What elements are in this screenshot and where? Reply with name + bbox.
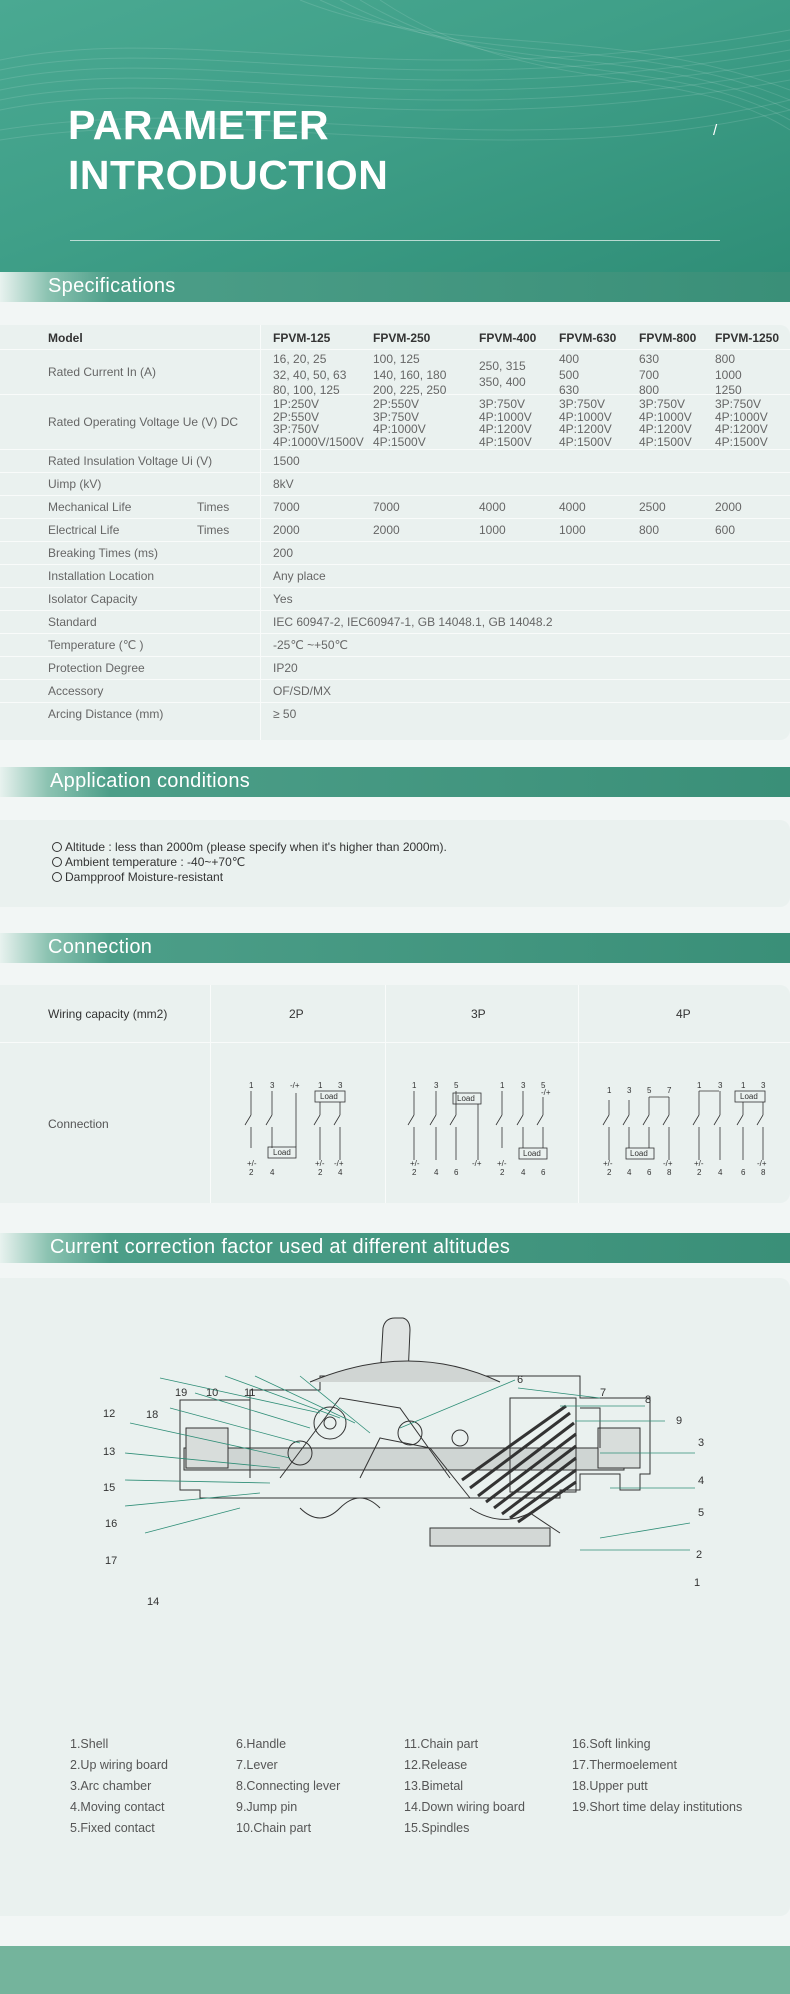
hero-slash: /: [713, 122, 718, 139]
table-cell: Yes: [273, 592, 293, 606]
list-item-text: Altitude : less than 2000m (please specify when it's higher than 2000m).: [65, 840, 447, 854]
col-header-model: Model: [48, 331, 83, 345]
svg-text:-/+: -/+: [663, 1159, 673, 1168]
breaker-diagram-card: [0, 1278, 790, 1916]
callout-8: 8: [645, 1394, 652, 1406]
legend-column-2: [236, 1734, 340, 1839]
callout-6: 6: [517, 1374, 524, 1386]
table-row: [0, 657, 790, 680]
svg-text:Load: Load: [630, 1149, 648, 1158]
legend-item: 2.Up wiring board: [70, 1758, 168, 1772]
svg-text:Load: Load: [457, 1094, 475, 1103]
svg-text:3: 3: [434, 1081, 439, 1090]
row-label: Rated Operating Voltage Ue (V) DC: [48, 415, 239, 429]
table-row: [0, 395, 790, 450]
table-cell: 3P:750V 4P:1000V 4P:1200V 4P:1500V: [479, 397, 532, 449]
col-header: FPVM-1250: [715, 331, 780, 345]
svg-text:5: 5: [647, 1086, 652, 1095]
table-row: [0, 565, 790, 588]
table-cell: 1000: [479, 523, 506, 537]
breaker-outline: [180, 1318, 650, 1546]
legend-item: 14.Down wiring board: [404, 1800, 525, 1814]
connection-row-label: Connection: [48, 1117, 109, 1131]
table-cell: 4000: [559, 500, 586, 514]
col-header: FPVM-125: [273, 331, 331, 345]
legend-column-1: [70, 1734, 168, 1839]
wiring-diagrams: [0, 985, 790, 1203]
legend-item: 12.Release: [404, 1758, 468, 1772]
legend-column-4: [572, 1734, 742, 1818]
svg-text:2: 2: [318, 1168, 323, 1177]
table-row: [0, 473, 790, 496]
circle-bullet-icon: [52, 842, 62, 852]
table-row: [0, 588, 790, 611]
wiring-3p: [408, 1081, 551, 1177]
section-header-altitude: [0, 1233, 790, 1263]
legend-item: 1.Shell: [70, 1737, 109, 1751]
svg-text:1: 1: [500, 1081, 505, 1090]
legend-column-3: [404, 1734, 525, 1839]
svg-text:3: 3: [521, 1081, 526, 1090]
table-cell: 2000: [273, 523, 300, 537]
table-cell: IEC 60947-2, IEC60947-1, GB 14048.1, GB 14048.2: [273, 615, 553, 629]
svg-text:1: 1: [741, 1081, 746, 1090]
svg-text:4: 4: [521, 1168, 526, 1177]
section-header-connection: [0, 933, 790, 963]
spec-table: [0, 325, 790, 740]
callout-11: 11: [244, 1387, 256, 1399]
section-title: Specifications: [48, 275, 176, 297]
callout-10: 10: [206, 1387, 219, 1399]
svg-text:+/-: +/-: [410, 1159, 420, 1168]
section-header-specifications: [0, 272, 790, 302]
table-cell: OF/SD/MX: [273, 684, 332, 698]
wiring-2p: [245, 1081, 345, 1177]
svg-text:+/-: +/-: [247, 1159, 257, 1168]
col-header: FPVM-250: [373, 331, 431, 345]
callout-14: 14: [147, 1596, 160, 1608]
circle-bullet-icon: [52, 857, 62, 867]
svg-text:3: 3: [270, 1081, 275, 1090]
svg-text:2: 2: [500, 1168, 505, 1177]
table-row: [0, 519, 790, 542]
svg-text:+/-: +/-: [603, 1159, 613, 1168]
section-title: Application conditions: [50, 770, 251, 792]
legend-item: 19.Short time delay institutions: [572, 1800, 743, 1814]
circle-bullet-icon: [52, 872, 62, 882]
svg-text:Load: Load: [523, 1149, 541, 1158]
svg-text:2: 2: [697, 1168, 702, 1177]
table-cell: 16, 20, 25 32, 40, 50, 63 80, 100, 125: [273, 352, 347, 397]
callout-1: 1: [694, 1577, 701, 1589]
callout-7: 7: [600, 1387, 607, 1399]
svg-text:-/+: -/+: [757, 1159, 767, 1168]
table-cell: 200: [273, 546, 294, 560]
legend-item: 16.Soft linking: [572, 1737, 651, 1751]
svg-text:1: 1: [412, 1081, 417, 1090]
row-label: Temperature (℃ ): [48, 638, 144, 652]
row-label: Protection Degree: [48, 661, 145, 675]
svg-text:5: 5: [454, 1081, 459, 1090]
row-label: Uimp (kV): [48, 477, 102, 491]
list-item: [52, 855, 245, 869]
table-row: [0, 703, 790, 726]
svg-text:+/-: +/-: [315, 1159, 325, 1168]
legend-item: 11.Chain part: [404, 1737, 479, 1751]
table-cell: 800 1000 1250: [715, 352, 742, 397]
table-row: [0, 350, 790, 395]
svg-text:8: 8: [761, 1168, 766, 1177]
table-cell: 3P:750V 4P:1000V 4P:1200V 4P:1500V: [559, 397, 612, 449]
row-label: Installation Location: [48, 569, 155, 583]
row-label: Rated Insulation Voltage Ui (V): [48, 454, 213, 468]
legend-item: 10.Chain part: [236, 1821, 312, 1835]
svg-text:Load: Load: [273, 1148, 291, 1157]
svg-text:-/+: -/+: [541, 1088, 551, 1097]
svg-text:1: 1: [249, 1081, 254, 1090]
table-cell: 4000: [479, 500, 506, 514]
col-header: FPVM-800: [639, 331, 697, 345]
table-cell: 600: [715, 523, 736, 537]
application-card: [0, 820, 790, 907]
row-unit: Times: [197, 523, 230, 537]
table-row: [0, 496, 790, 519]
table-cell: 1P:250V 2P:550V 3P:750V 4P:1000V/1500V: [273, 397, 364, 449]
svg-text:6: 6: [541, 1168, 546, 1177]
hero-title-line1: PARAMETER: [68, 102, 330, 148]
callout-17: 17: [105, 1555, 118, 1567]
col-header: FPVM-400: [479, 331, 537, 345]
legend-item: 17.Thermoelement: [572, 1758, 677, 1772]
legend-item: 7.Lever: [236, 1758, 278, 1772]
svg-text:-/+: -/+: [290, 1081, 300, 1090]
svg-text:3: 3: [627, 1086, 632, 1095]
svg-text:4: 4: [627, 1168, 632, 1177]
list-item-text: Dampproof Moisture-resistant: [65, 870, 224, 884]
callout-4: 4: [698, 1475, 705, 1487]
svg-text:3: 3: [761, 1081, 766, 1090]
table-row: [0, 450, 790, 473]
svg-text:7: 7: [667, 1086, 672, 1095]
svg-text:1: 1: [607, 1086, 612, 1095]
callout-19: 19: [175, 1387, 188, 1399]
callout-2: 2: [696, 1549, 703, 1561]
legend-item: 4.Moving contact: [70, 1800, 165, 1814]
table-row: [0, 325, 790, 350]
svg-text:6: 6: [454, 1168, 459, 1177]
svg-text:4: 4: [338, 1168, 343, 1177]
table-row: [0, 680, 790, 703]
svg-text:2: 2: [249, 1168, 254, 1177]
section-title: Current correction factor used at different altitudes: [50, 1236, 511, 1258]
svg-text:Load: Load: [740, 1092, 758, 1101]
svg-text:+/-: +/-: [694, 1159, 704, 1168]
svg-text:-/+: -/+: [334, 1159, 344, 1168]
col-header: FPVM-630: [559, 331, 617, 345]
callout-numbers: [103, 1374, 704, 1608]
table-cell: 2000: [373, 523, 400, 537]
footer-bar: [0, 1946, 790, 1994]
svg-text:+/-: +/-: [497, 1159, 507, 1168]
table-cell: 2P:550V 3P:750V 4P:1000V 4P:1500V: [373, 397, 426, 449]
table-cell: 2500: [639, 500, 666, 514]
pole-header: 3P: [471, 1007, 486, 1021]
breaker-cross-section: [0, 1278, 790, 1678]
legend-item: 6.Handle: [236, 1737, 287, 1751]
row-label: Electrical Life: [48, 523, 120, 537]
table-cell: 630 700 800: [639, 352, 660, 397]
svg-text:4: 4: [434, 1168, 439, 1177]
legend-item: 5.Fixed contact: [70, 1821, 155, 1835]
pole-header: 4P: [676, 1007, 691, 1021]
svg-text:8: 8: [667, 1168, 672, 1177]
table-cell: ≥ 50: [273, 707, 297, 721]
row-label: Mechanical Life: [48, 500, 132, 514]
list-item: [52, 870, 223, 884]
wiring-4p: [603, 1081, 767, 1177]
svg-text:1: 1: [318, 1081, 323, 1090]
svg-text:2: 2: [412, 1168, 417, 1177]
legend-item: 13.Bimetal: [404, 1779, 464, 1793]
hero-divider: [70, 240, 720, 241]
wiring-capacity-label: Wiring capacity (mm2): [48, 1007, 168, 1021]
table-cell: 400 500 630: [559, 352, 580, 397]
row-label: Rated Current In (A): [48, 365, 157, 379]
table-row: [0, 611, 790, 634]
table-row: [0, 634, 790, 657]
table-cell: Any place: [273, 569, 326, 583]
table-cell: 8kV: [273, 477, 294, 491]
callout-13: 13: [103, 1446, 116, 1458]
callout-5: 5: [698, 1507, 705, 1519]
callout-3: 3: [698, 1437, 705, 1449]
row-label: Breaking Times (ms): [48, 546, 159, 560]
table-cell: IP20: [273, 661, 298, 675]
callout-18: 18: [146, 1409, 159, 1421]
connection-card: [0, 985, 790, 1203]
svg-text:2: 2: [607, 1168, 612, 1177]
hero-title: [68, 100, 388, 200]
table-cell: 1500: [273, 454, 300, 468]
section-header-application: [0, 767, 790, 797]
table-cell: 100, 125 140, 160, 180 200, 225, 250: [373, 352, 447, 397]
svg-text:Load: Load: [320, 1092, 338, 1101]
table-cell: 7000: [373, 500, 400, 514]
hero-title-line2: INTRODUCTION: [68, 152, 389, 198]
svg-text:3: 3: [338, 1081, 343, 1090]
svg-text:4: 4: [718, 1168, 723, 1177]
table-cell: -25℃ ~+50℃: [273, 638, 348, 652]
table-cell: 2000: [715, 500, 742, 514]
svg-text:5: 5: [541, 1081, 546, 1090]
legend-item: 8.Connecting lever: [236, 1779, 341, 1793]
callout-9: 9: [676, 1415, 683, 1427]
table-cell: 3P:750V 4P:1000V 4P:1200V 4P:1500V: [715, 397, 768, 449]
hero-banner: [0, 0, 790, 272]
row-unit: Times: [197, 500, 230, 514]
row-label: Arcing Distance (mm): [48, 707, 164, 721]
row-label: Isolator Capacity: [48, 592, 138, 606]
list-item-text: Ambient temperature : -40~+70℃: [65, 855, 246, 869]
legend-item: 18.Upper putt: [572, 1779, 648, 1793]
row-label: Accessory: [48, 684, 104, 698]
callout-16: 16: [105, 1518, 118, 1530]
svg-text:6: 6: [647, 1168, 652, 1177]
svg-text:4: 4: [270, 1168, 275, 1177]
table-cell: 250, 315 350, 400: [479, 359, 526, 389]
svg-text:-/+: -/+: [472, 1159, 482, 1168]
table-cell: 3P:750V 4P:1000V 4P:1200V 4P:1500V: [639, 397, 692, 449]
table-cell: 7000: [273, 500, 300, 514]
row-label: Standard: [48, 615, 97, 629]
table-row: [0, 542, 790, 565]
callout-15: 15: [103, 1482, 116, 1494]
svg-text:3: 3: [718, 1081, 723, 1090]
legend-item: 9.Jump pin: [236, 1800, 298, 1814]
column-divider: [260, 325, 261, 740]
pole-header: 2P: [289, 1007, 304, 1021]
table-cell: 800: [639, 523, 660, 537]
section-title: Connection: [48, 936, 153, 958]
svg-text:6: 6: [741, 1168, 746, 1177]
legend-item: 3.Arc chamber: [70, 1779, 152, 1793]
table-cell: 1000: [559, 523, 586, 537]
callout-12: 12: [103, 1408, 116, 1420]
svg-text:1: 1: [697, 1081, 702, 1090]
legend-item: 15.Spindles: [404, 1821, 470, 1835]
list-item: [52, 840, 447, 854]
